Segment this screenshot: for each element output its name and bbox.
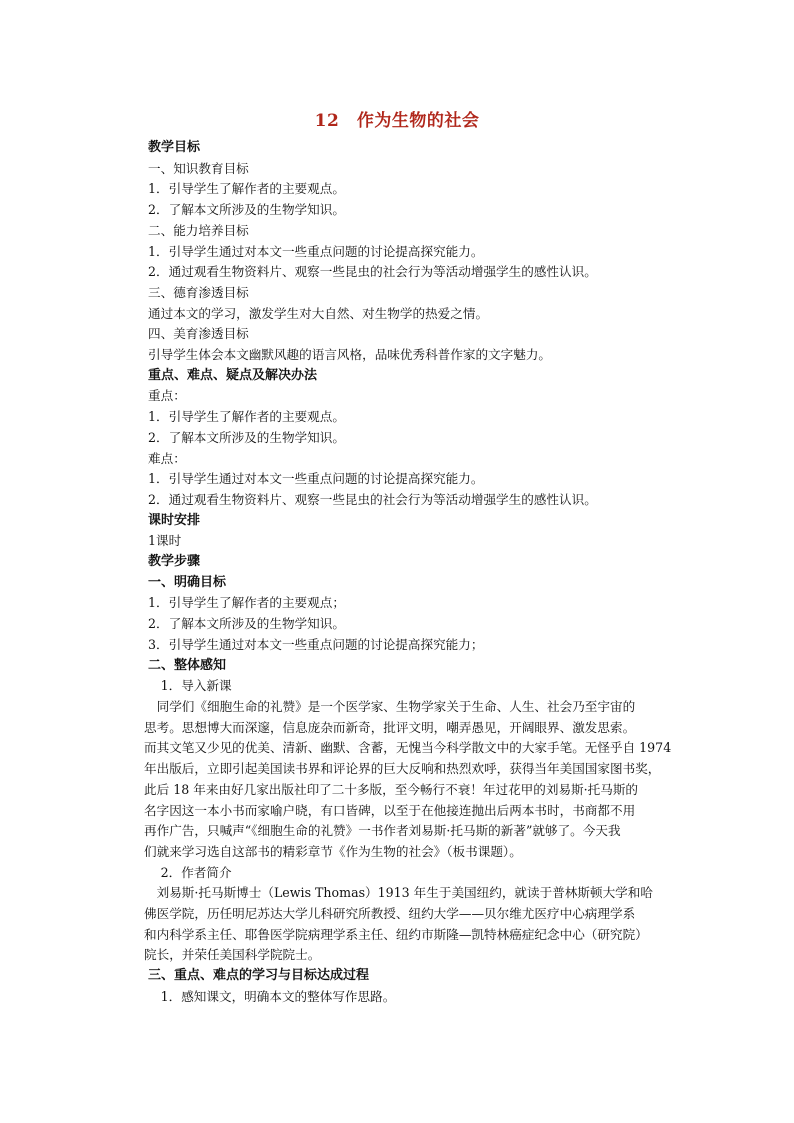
text-line: 1．引导学生了解作者的主要观点。 bbox=[148, 181, 345, 197]
text-line: 四、美育渗透目标 bbox=[148, 326, 249, 342]
section-item: 1．感知课文，明确本文的整体写作思路。 bbox=[148, 988, 396, 1004]
text-line: 重点： bbox=[148, 388, 186, 404]
author-heading: 2．作者简介 bbox=[148, 864, 232, 880]
section-heading: 三、重点、难点的学习与目标达成过程 bbox=[148, 968, 370, 984]
text-line: 引导学生体会本文幽默风趣的语言风格，品味优秀科普作家的文字魅力。 bbox=[148, 347, 551, 363]
text-line: 通过本文的学习，激发学生对大自然、对生物学的热爱之情。 bbox=[148, 305, 489, 321]
text-line: 1．引导学生通过对本文一些重点问题的讨论提高探究能力。 bbox=[148, 471, 484, 487]
paragraph-line: 思考。思想博大而深邃，信息庞杂而新奇，批评文明，嘲弄愚见，开阔眼界、激发思索。 bbox=[144, 719, 636, 735]
text-line: 1．导入新课 bbox=[148, 678, 232, 694]
paragraph-line: 名字因这一本小书而家喻户晓，有口皆碑，以至于在他接连抛出后两本书时，书商都不用 bbox=[144, 802, 636, 818]
text-line: 难点： bbox=[148, 450, 186, 466]
text-line: 1．引导学生了解作者的主要观点； bbox=[148, 595, 345, 611]
paragraph-line: 而其文笔又少见的优美、清新、幽默、含蓄，无愧当今科学散文中的大家手笔。无怪乎自 1974 bbox=[144, 740, 672, 756]
text-line: 一、知识教育目标 bbox=[148, 160, 249, 176]
text-line: 1．引导学生了解作者的主要观点。 bbox=[148, 409, 345, 425]
text-line: 二、能力培养目标 bbox=[148, 222, 249, 238]
text-line: 1．引导学生通过对本文一些重点问题的讨论提高探究能力。 bbox=[148, 243, 484, 259]
section-heading: 课时安排 bbox=[148, 512, 201, 528]
paragraph-line: 佛医学院，历任明尼苏达大学儿科研究所教授、纽约大学——贝尔维尤医疗中心病理学系 bbox=[144, 906, 636, 922]
intro-paragraph bbox=[144, 697, 672, 863]
author-paragraph bbox=[144, 883, 672, 966]
page-title: 12 作为生物的社会 bbox=[314, 111, 480, 131]
paragraph-line: 们就来学习选自这部书的精彩章节《作为生物的社会》（板书课题）。 bbox=[144, 843, 522, 859]
section-heading: 二、整体感知 bbox=[148, 657, 227, 673]
paragraph-line: 刘易斯·托马斯博士（Lewis Thomas）1913 年生于美国纽约，就读于普林斯顿大学和哈 bbox=[144, 885, 653, 901]
paragraph-line: 和内科学系主任、耶鲁医学院病理学系主任、纽约市斯隆—凯特林癌症纪念中心（研究院） bbox=[144, 926, 648, 942]
paragraph-line: 年出版后，立即引起美国读书界和评论界的巨大反响和热烈欢呼，获得当年美国国家图书奖， bbox=[144, 761, 661, 777]
text-line: 三、德育渗透目标 bbox=[148, 284, 249, 300]
section-heading: 教学步骤 bbox=[148, 554, 201, 570]
text-line: 3．引导学生通过对本文一些重点问题的讨论提高探究能力； bbox=[148, 636, 484, 652]
paragraph-line: 再作广告，只喊声“《细胞生命的礼赞》一书作者刘易斯·托马斯的新著”就够了。今天我 bbox=[144, 823, 621, 839]
text-line: 2．了解本文所涉及的生物学知识。 bbox=[148, 616, 345, 632]
paragraph-line: 此后 18 年来由好几家出版社印了二十多版，至今畅行不衰！年过花甲的刘易斯·托马斯的 bbox=[144, 781, 639, 797]
section-heading: 一、明确目标 bbox=[148, 574, 227, 590]
section-heading: 教学目标 bbox=[148, 140, 201, 155]
text-line: 2．了解本文所涉及的生物学知识。 bbox=[148, 429, 345, 445]
text-line: 1课时 bbox=[148, 533, 182, 549]
lines-block bbox=[148, 138, 672, 697]
text-line: 2．了解本文所涉及的生物学知识。 bbox=[148, 202, 345, 218]
paragraph-line: 同学们《细胞生命的礼赞》是一个医学家、生物学家关于生命、人生、社会乃至宇宙的 bbox=[144, 698, 636, 714]
paragraph-line: 院长，并荣任美国科学院院士。 bbox=[144, 947, 321, 963]
text-line: 2．通过观看生物资料片、观察一些昆虫的社会行为等活动增强学生的感性认识。 bbox=[148, 264, 597, 280]
document-body bbox=[144, 138, 672, 1008]
section-heading: 重点、难点、疑点及解决办法 bbox=[148, 367, 318, 383]
text-line: 2．通过观看生物资料片、观察一些昆虫的社会行为等活动增强学生的感性认识。 bbox=[148, 491, 597, 507]
